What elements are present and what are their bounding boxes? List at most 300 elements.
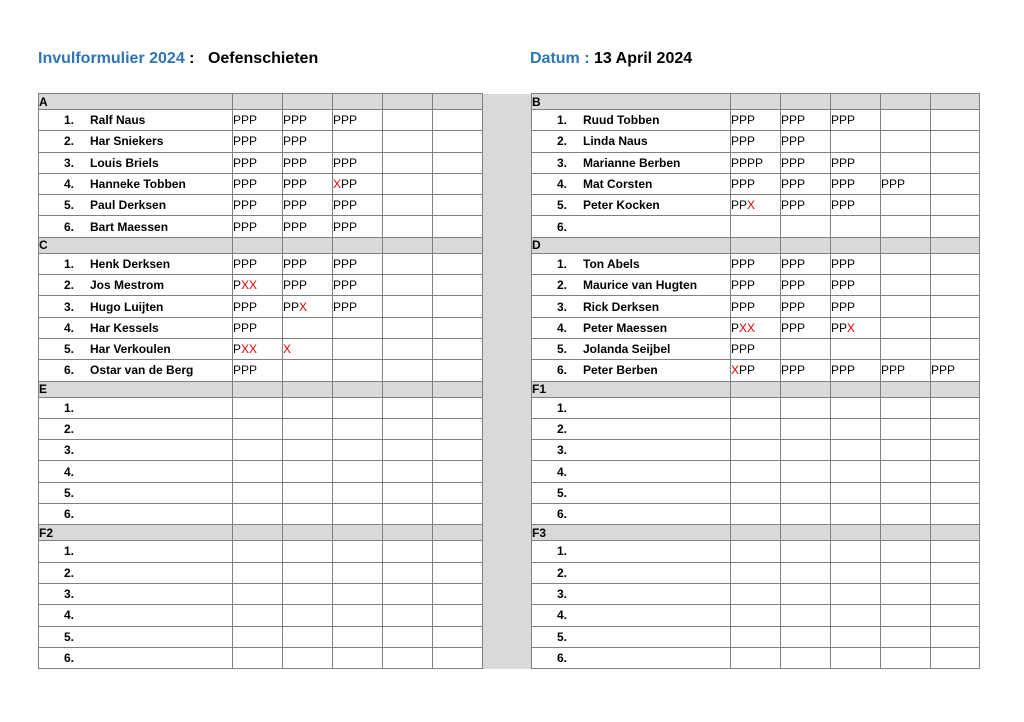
entry-number: 6. [556, 650, 567, 665]
score-cell: PPP [283, 152, 333, 173]
entry-number: 1. [63, 256, 74, 271]
group-header-cell [433, 237, 483, 253]
table-row [39, 338, 980, 359]
score-cell [433, 482, 483, 503]
score-cell: PPP [233, 195, 283, 216]
shooter-name: Har Sniekers [90, 134, 164, 149]
shooter-name: Har Verkoulen [90, 342, 171, 357]
shooter-name: Hugo Luijten [90, 299, 164, 314]
entry-number: 4. [556, 608, 567, 623]
score-cell [383, 482, 433, 503]
score-cell [831, 626, 881, 647]
shooter-name: Ralf Naus [90, 113, 146, 128]
group-header-cell [433, 94, 483, 110]
score-cell: PPP [781, 173, 831, 194]
score-cell: PPP [731, 253, 781, 274]
entry-number: 1. [63, 544, 74, 559]
group-label: D [532, 237, 731, 253]
score-cell: PPP [781, 131, 831, 152]
table-row [39, 152, 980, 173]
group-label: F3 [532, 525, 731, 541]
score-cell [931, 461, 980, 482]
score-cell [731, 605, 781, 626]
score-cell [931, 338, 980, 359]
group-header-cell [931, 381, 980, 397]
group-row [39, 525, 980, 541]
score-cell [383, 216, 433, 237]
shooter-name-cell [532, 360, 731, 381]
score-cell [283, 440, 333, 461]
score-cell [781, 504, 831, 525]
score-cell: PPP [233, 152, 283, 173]
score-cell [233, 397, 283, 418]
score-cell [781, 583, 831, 604]
score-cell [781, 562, 831, 583]
score-cell [881, 541, 931, 562]
score-cell: PPX [831, 317, 881, 338]
shooter-name-cell [532, 440, 731, 461]
table-row [39, 461, 980, 482]
group-header-cell [931, 94, 980, 110]
score-cell [333, 562, 383, 583]
score-cell [731, 626, 781, 647]
score-cell [731, 583, 781, 604]
table-row [39, 110, 980, 131]
entry-number: 2. [63, 565, 74, 580]
shooter-name-cell [532, 195, 731, 216]
entry-number: 6. [63, 219, 74, 234]
score-cell [233, 562, 283, 583]
score-cell [283, 562, 333, 583]
score-cell: PPP [781, 317, 831, 338]
score-cell: PPX [731, 195, 781, 216]
score-cell: PPP [731, 338, 781, 359]
group-label: C [39, 237, 233, 253]
score-cell [931, 195, 980, 216]
score-cell [881, 131, 931, 152]
group-header-cell [731, 237, 781, 253]
table-row [39, 605, 980, 626]
shooter-name-cell [39, 541, 233, 562]
entry-number: 4. [63, 177, 74, 192]
entry-number: 2. [63, 422, 74, 436]
shooter-name-cell [39, 195, 233, 216]
shooter-name-cell [39, 296, 233, 317]
table-row [39, 418, 980, 439]
score-cell [433, 110, 483, 131]
group-header-cell [881, 381, 931, 397]
score-cell: PPP [781, 360, 831, 381]
table-row [39, 173, 980, 194]
column-gap [483, 195, 532, 216]
column-gap [483, 216, 532, 237]
group-header-cell [931, 237, 980, 253]
group-header-cell [731, 381, 781, 397]
entry-number: 4. [556, 177, 567, 192]
shooter-name-cell [532, 173, 731, 194]
entry-number: 1. [556, 256, 567, 271]
score-cell [831, 541, 881, 562]
entry-number: 5. [556, 485, 567, 500]
column-gap [483, 381, 532, 397]
score-cell [433, 440, 483, 461]
score-cell [283, 317, 333, 338]
score-cell [433, 461, 483, 482]
group-header-cell [781, 237, 831, 253]
score-cell [433, 583, 483, 604]
shooter-name-cell [532, 296, 731, 317]
score-cell: PPP [283, 195, 333, 216]
score-cell [333, 360, 383, 381]
entry-number: 1. [63, 113, 74, 128]
score-cell: PPP [831, 296, 881, 317]
score-cell [881, 461, 931, 482]
shooter-name-cell [39, 504, 233, 525]
group-label: E [39, 381, 233, 397]
score-cell [831, 482, 881, 503]
shooter-name-cell [39, 583, 233, 604]
score-cell: PPP [731, 110, 781, 131]
score-cell [881, 418, 931, 439]
score-cell [383, 541, 433, 562]
score-cell [731, 418, 781, 439]
score-cell [383, 131, 433, 152]
score-cell [283, 461, 333, 482]
group-header-cell [283, 381, 333, 397]
shooter-name-cell [532, 397, 731, 418]
score-cell [233, 418, 283, 439]
score-cell [233, 504, 283, 525]
score-cell [383, 275, 433, 296]
entry-number: 2. [63, 278, 74, 293]
shooter-name-cell [532, 482, 731, 503]
column-gap [483, 583, 532, 604]
score-cell [881, 338, 931, 359]
score-cell [383, 317, 433, 338]
score-cell: PPP [831, 360, 881, 381]
column-gap [483, 237, 532, 253]
table-row [39, 397, 980, 418]
score-cell [831, 504, 881, 525]
score-cell [931, 440, 980, 461]
score-cell: PPP [283, 275, 333, 296]
entry-number: 3. [556, 155, 567, 170]
score-cell [433, 338, 483, 359]
score-cell: PPP [233, 317, 283, 338]
score-cell [881, 275, 931, 296]
score-cell [383, 440, 433, 461]
shooter-name-cell [532, 461, 731, 482]
group-header-cell [333, 525, 383, 541]
entry-number: 5. [63, 485, 74, 500]
score-cell: PPP [781, 296, 831, 317]
score-cell [881, 317, 931, 338]
score-cell: PPP [731, 131, 781, 152]
column-gap [483, 152, 532, 173]
score-cell: PPP [233, 110, 283, 131]
score-cell [781, 216, 831, 237]
score-cell [931, 317, 980, 338]
score-cell: PPP [233, 131, 283, 152]
score-cell [831, 216, 881, 237]
group-header-cell [383, 381, 433, 397]
score-cell [383, 296, 433, 317]
shooter-name-cell [532, 317, 731, 338]
column-gap [483, 110, 532, 131]
score-cell [781, 626, 831, 647]
score-cell [881, 216, 931, 237]
score-cell [781, 647, 831, 668]
table-row [39, 275, 980, 296]
date-label: Datum : [530, 50, 590, 67]
score-cell: X [283, 338, 333, 359]
score-cell [433, 317, 483, 338]
shooter-name: Louis Briels [90, 155, 159, 170]
score-cell [881, 152, 931, 173]
entry-number: 2. [556, 134, 567, 149]
group-label: B [532, 94, 731, 110]
score-cell [831, 338, 881, 359]
group-header-cell [383, 237, 433, 253]
score-cell: PPP [283, 253, 333, 274]
score-cell [881, 440, 931, 461]
entry-number: 1. [63, 400, 74, 415]
score-cell [931, 647, 980, 668]
score-cell [881, 110, 931, 131]
score-cell [283, 647, 333, 668]
score-cell [333, 583, 383, 604]
score-cell: PPP [831, 195, 881, 216]
score-cell [433, 626, 483, 647]
entry-number: 5. [63, 629, 74, 644]
score-cell: XPP [333, 173, 383, 194]
score-cell [433, 216, 483, 237]
score-cell: PPP [781, 195, 831, 216]
entry-number: 6. [63, 650, 74, 665]
shooter-name-cell [39, 418, 233, 439]
group-header-cell [433, 525, 483, 541]
shooter-name-cell [39, 562, 233, 583]
score-cell: PPP [731, 275, 781, 296]
group-header-cell [233, 94, 283, 110]
score-cell: PPP [233, 173, 283, 194]
score-cell: PXX [233, 338, 283, 359]
score-cell [831, 131, 881, 152]
score-cell [931, 605, 980, 626]
shooter-name-cell [532, 253, 731, 274]
entry-number: 3. [63, 443, 74, 458]
score-cell [433, 647, 483, 668]
table-row [39, 562, 980, 583]
group-header-cell [831, 381, 881, 397]
group-header-cell [283, 237, 333, 253]
score-cell [383, 461, 433, 482]
group-header-cell [383, 94, 433, 110]
score-cell: PPP [831, 253, 881, 274]
date-value: 13 April 2024 [594, 50, 693, 67]
score-cell [383, 583, 433, 604]
score-cell [383, 397, 433, 418]
group-header-cell [881, 525, 931, 541]
table-row [39, 440, 980, 461]
group-row [39, 94, 980, 110]
table-row [39, 482, 980, 503]
score-cell [333, 418, 383, 439]
column-gap [483, 131, 532, 152]
group-header-cell [781, 381, 831, 397]
group-header-cell [731, 525, 781, 541]
shooter-name: Peter Kocken [583, 198, 660, 213]
shooter-name-cell [39, 397, 233, 418]
shooter-name-cell [532, 583, 731, 604]
score-cell: PPP [283, 131, 333, 152]
shooter-name: Maurice van Hugten [583, 278, 698, 293]
event-name: Oefenschieten [207, 50, 319, 67]
shooter-name: Paul Derksen [90, 198, 167, 213]
score-cell: PPP [781, 110, 831, 131]
score-cell [931, 482, 980, 503]
score-cell [383, 504, 433, 525]
shooter-name-cell [532, 605, 731, 626]
score-cell [283, 504, 333, 525]
table-row [39, 626, 980, 647]
entry-number: 3. [63, 155, 74, 170]
table-row [39, 504, 980, 525]
column-gap [483, 525, 532, 541]
score-cell: PPP [881, 360, 931, 381]
score-cell [383, 360, 433, 381]
score-cell [233, 482, 283, 503]
shooter-name: Rick Derksen [583, 299, 660, 314]
score-cell [283, 418, 333, 439]
table-row [39, 360, 980, 381]
score-cell [433, 195, 483, 216]
shooter-name-cell [39, 216, 233, 237]
score-cell [881, 482, 931, 503]
entry-number: 3. [63, 299, 74, 314]
table-row [39, 253, 980, 274]
score-cell [333, 541, 383, 562]
score-cell [781, 440, 831, 461]
form-colon: : [189, 50, 195, 67]
shooter-name: Ostar van de Berg [90, 363, 194, 378]
shooter-name-cell [532, 110, 731, 131]
group-header-cell [283, 525, 333, 541]
score-cell [333, 440, 383, 461]
score-cell [881, 626, 931, 647]
score-cell [433, 418, 483, 439]
score-cell [831, 562, 881, 583]
score-cell [233, 626, 283, 647]
score-cell: PPP [283, 173, 333, 194]
score-cell: PXX [233, 275, 283, 296]
group-header-cell [781, 525, 831, 541]
score-cell: PPP [333, 296, 383, 317]
group-row [39, 381, 980, 397]
shooter-name-cell [532, 504, 731, 525]
score-cell [781, 397, 831, 418]
score-cell: PPP [781, 275, 831, 296]
column-gap [483, 461, 532, 482]
group-header-cell [333, 94, 383, 110]
score-cell [931, 296, 980, 317]
group-header-cell [731, 94, 781, 110]
score-cell [781, 418, 831, 439]
score-cell [333, 397, 383, 418]
score-cell [283, 360, 333, 381]
entry-number: 5. [556, 629, 567, 644]
score-cell: PPP [831, 275, 881, 296]
score-cell [881, 195, 931, 216]
column-gap [483, 562, 532, 583]
score-cell [931, 216, 980, 237]
score-cell [831, 397, 881, 418]
score-cell [433, 360, 483, 381]
score-cell [881, 647, 931, 668]
shooter-name: Ruud Tobben [583, 113, 660, 128]
group-header-cell [881, 237, 931, 253]
entry-number: 4. [556, 320, 567, 335]
entry-number: 2. [556, 422, 567, 436]
score-cell: PPP [881, 173, 931, 194]
shooter-name-cell [39, 317, 233, 338]
column-gap [483, 397, 532, 418]
score-cell [333, 504, 383, 525]
group-header-cell [831, 94, 881, 110]
table-row [39, 131, 980, 152]
score-cell [383, 253, 433, 274]
group-header-cell [781, 94, 831, 110]
score-cell: XPP [731, 360, 781, 381]
score-cell [383, 152, 433, 173]
entry-number: 5. [63, 342, 74, 357]
shooter-name: Bart Maessen [90, 219, 169, 234]
score-cell [433, 562, 483, 583]
shooter-name-cell [532, 216, 731, 237]
group-header-cell [233, 381, 283, 397]
score-cell [383, 418, 433, 439]
score-cell [931, 583, 980, 604]
entry-number: 6. [556, 219, 567, 234]
entry-number: 6. [63, 507, 74, 522]
shooter-name-cell [39, 131, 233, 152]
score-cell [333, 482, 383, 503]
score-cell [731, 216, 781, 237]
table-row [39, 583, 980, 604]
group-label: F1 [532, 381, 731, 397]
score-cell [333, 647, 383, 668]
group-header-cell [333, 237, 383, 253]
shooter-name: Peter Maessen [583, 320, 668, 335]
score-cell: PPX [283, 296, 333, 317]
score-cell [881, 253, 931, 274]
table-row [39, 647, 980, 668]
entry-number: 4. [63, 608, 74, 623]
score-cell [831, 647, 881, 668]
group-header-cell [233, 237, 283, 253]
shooter-name-cell [532, 275, 731, 296]
score-cell [283, 482, 333, 503]
score-cell [283, 605, 333, 626]
score-cell [383, 338, 433, 359]
score-cell [383, 195, 433, 216]
entry-number: 4. [63, 464, 74, 479]
score-cell [433, 504, 483, 525]
shooter-name-cell [532, 131, 731, 152]
shooter-name: Mat Corsten [583, 177, 653, 192]
score-cell [731, 647, 781, 668]
score-cell: PPP [233, 360, 283, 381]
